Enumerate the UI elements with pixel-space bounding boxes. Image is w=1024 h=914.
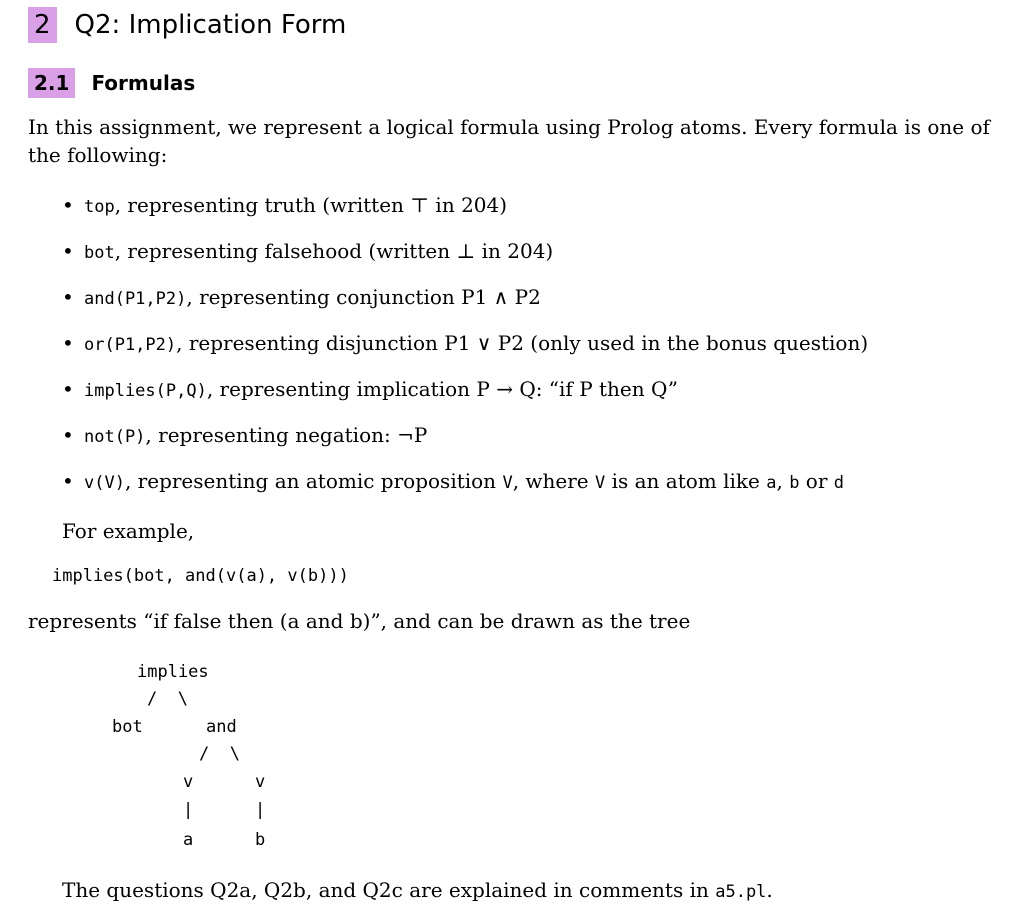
intro-paragraph: In this assignment, we represent a logical formula using Prolog atoms. Every formula is one of the following: [28,115,990,167]
list-item: • implies(P,Q), representing implication P → Q: “if P then Q” [62,377,678,401]
list-item: • and(P1,P2), representing conjunction P1 ∧ P2 [62,285,541,309]
subsection-heading [28,68,195,98]
code-v: v(V) [84,473,125,493]
bullet-icon: • [62,193,74,217]
code-bot: bot [84,243,115,263]
represents-text: represents “if false then (a and b)”, and can be drawn as the tree [28,609,691,633]
tree-bar-left: | [183,800,194,820]
code-not: not(P) [84,427,146,447]
section-title: Q2: Implication Form [74,10,347,40]
tree-leaf-b: b [255,830,266,850]
tree-leaf-a: a [183,830,194,850]
list-item: • top, representing truth (written ⊤ in 204) [62,193,508,217]
bullet-icon: • [62,331,74,355]
tree-root: implies [137,662,209,682]
code-or: or(P1,P2) [84,335,177,355]
code-and: and(P1,P2) [84,289,187,309]
tree-v-right: v [255,772,266,792]
file-name: a5.pl [715,882,767,902]
bullet-icon: • [62,423,74,447]
bullet-icon: • [62,285,74,309]
tree-left-node: bot [112,717,143,737]
closing-paragraph: The questions Q2a, Q2b, and Q2c are explained in comments in a5.pl. [62,878,773,902]
list-item: • not(P), representing negation: ¬P [62,423,428,447]
tree-right-node: and [206,717,237,737]
subsection-title: Formulas [91,71,196,95]
tree-right-branches: / \ [199,744,240,764]
tree-bar-right: | [255,800,266,820]
tree-root-branches: / \ [147,689,188,709]
subsection-number: 2.1 [28,68,75,98]
bullet-icon: • [62,239,74,263]
list-item: • or(P1,P2), representing disjunction P1 ∨ P2 (only used in the bonus question) [62,331,869,355]
code-implies: implies(P,Q) [84,381,207,401]
example-code: implies(bot, and(v(a), v(b))) [52,566,349,586]
section-heading [28,7,346,43]
for-example-text: For example, [62,519,195,543]
tree-v-left: v [183,772,194,792]
bullet-icon: • [62,377,74,401]
list-item: • bot, representing falsehood (written ⊥ in 204) [62,239,554,263]
section-number: 2 [28,7,57,43]
list-item: • v(V), representing an atomic proposition V, where V is an atom like a, b or d [62,469,845,493]
bullet-icon: • [62,469,74,493]
code-top: top [84,197,115,217]
